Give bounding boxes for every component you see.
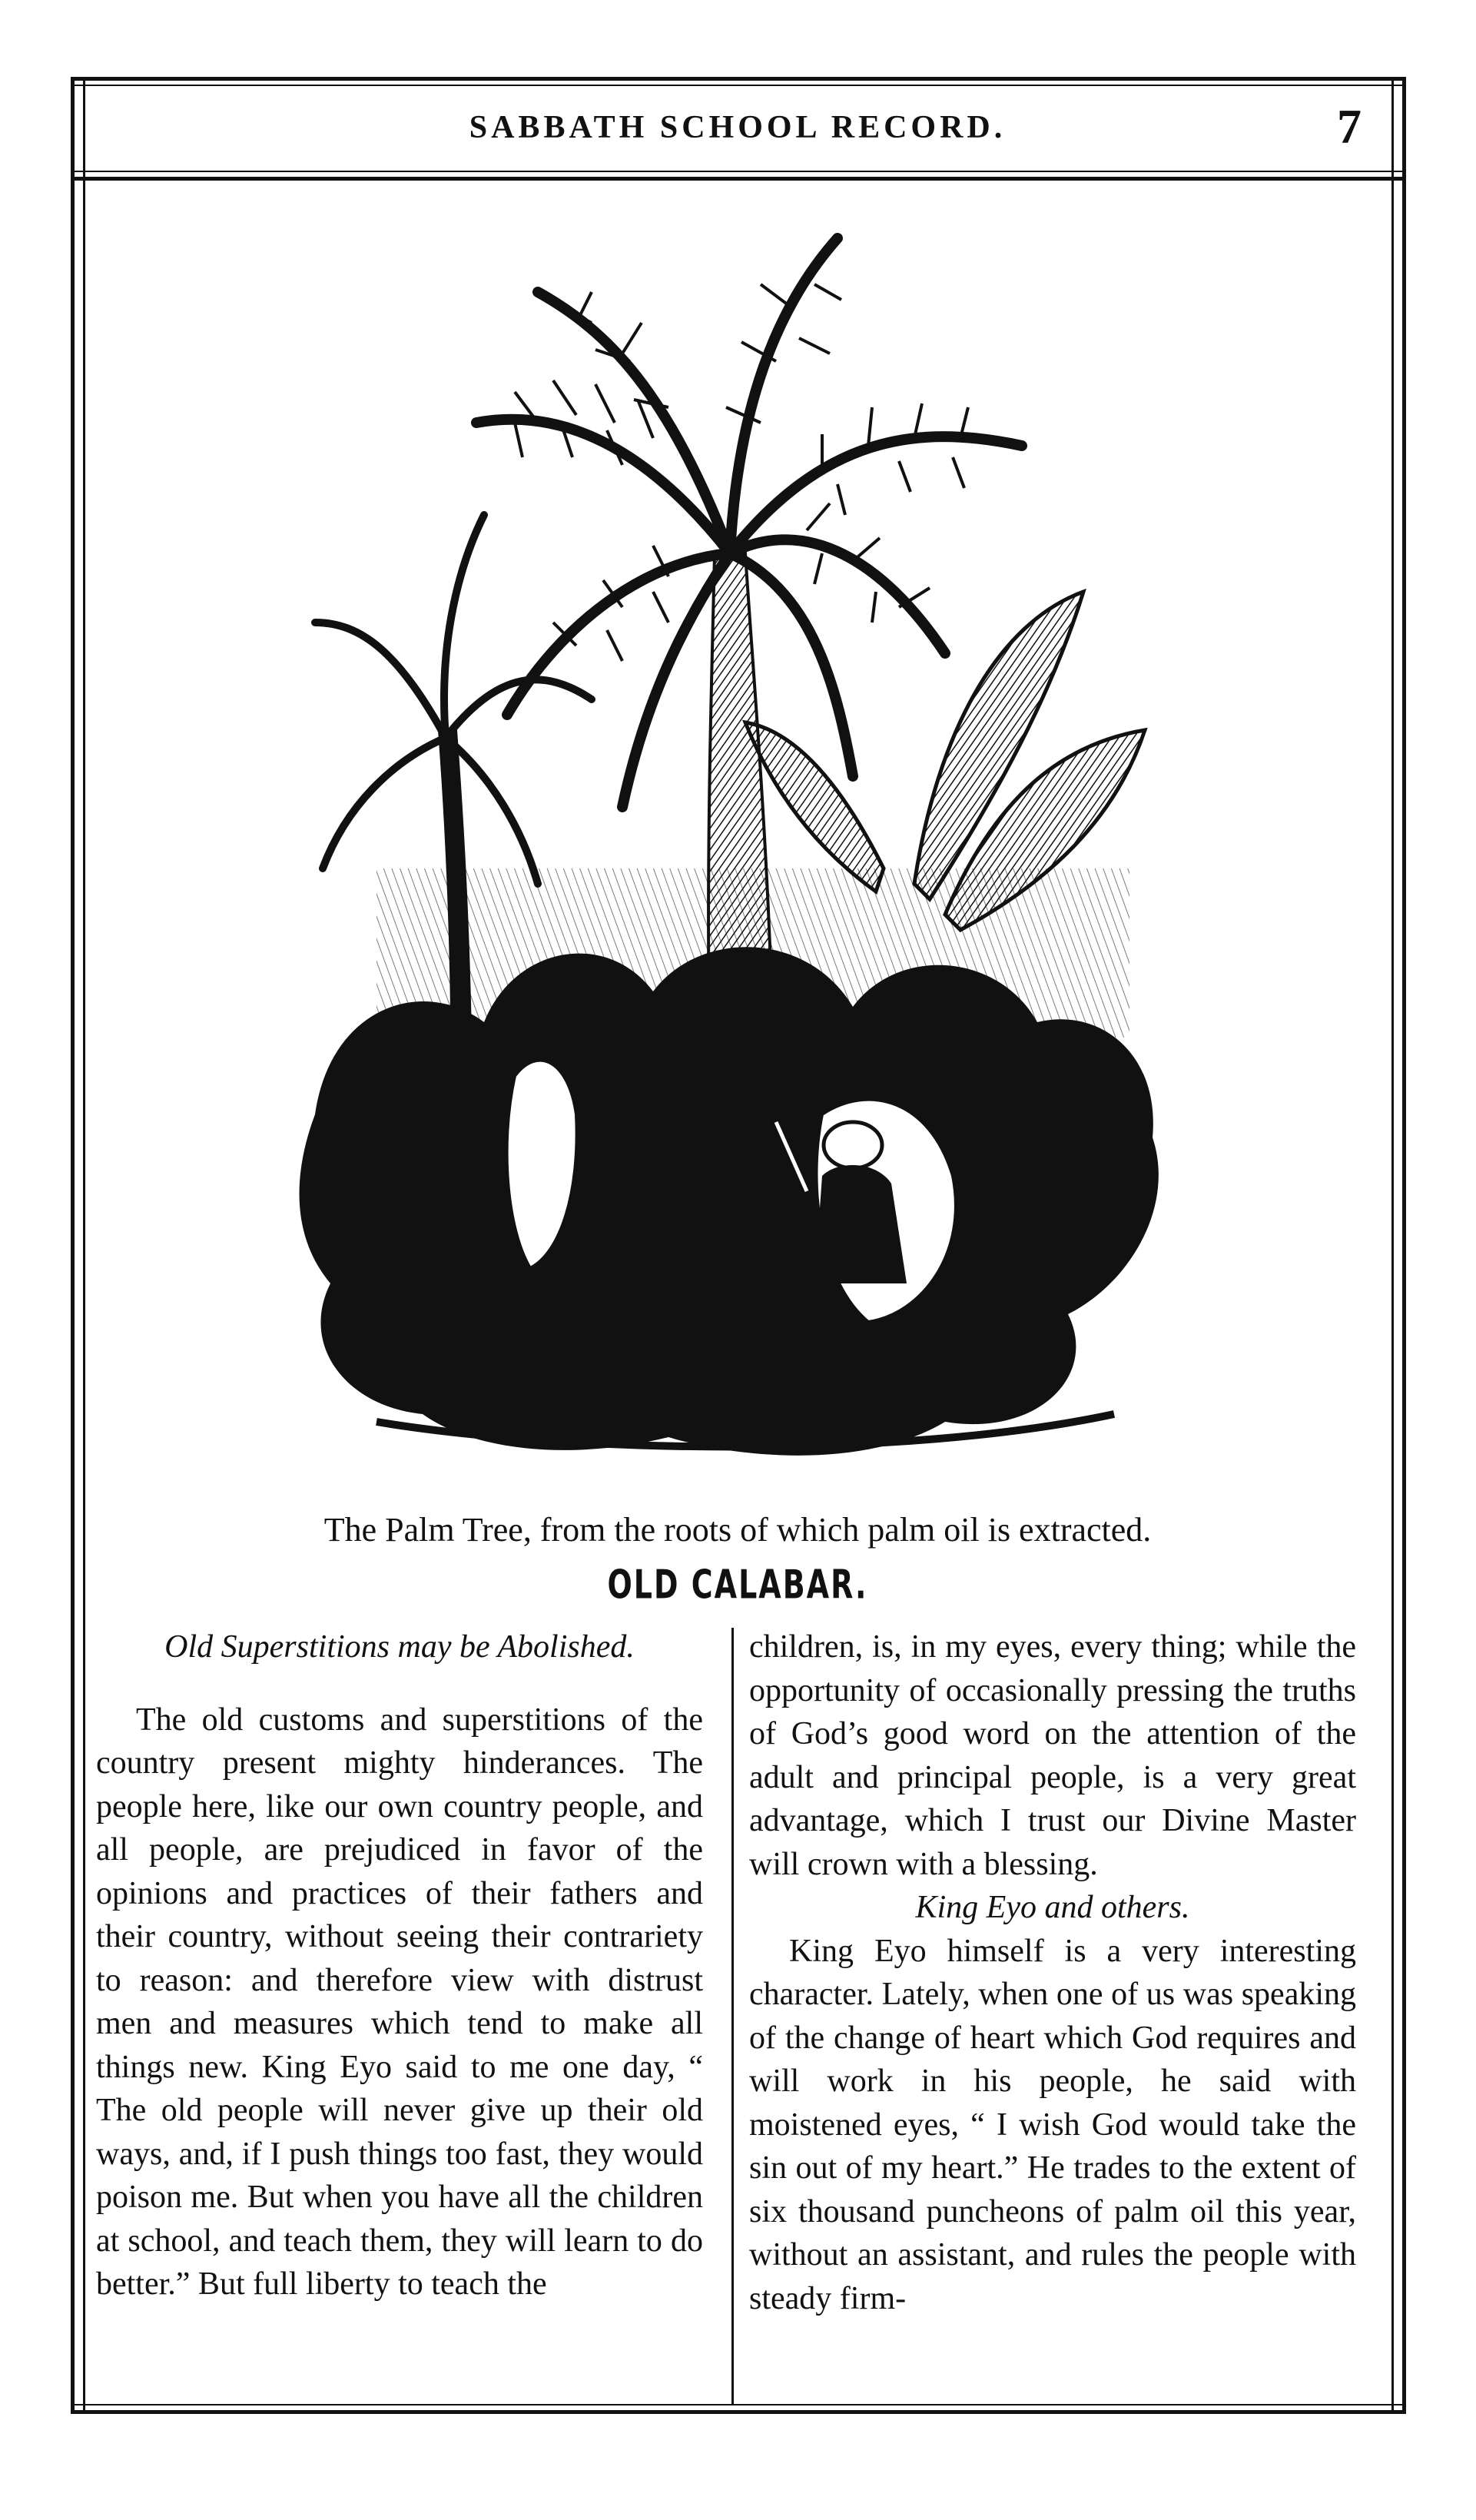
illustration-caption: The Palm Tree, from the roots of which palm oil is extracted. <box>323 1511 1152 1549</box>
column-divider <box>731 1628 734 2404</box>
bottom-rule-thick <box>71 2410 1406 2414</box>
running-title: SABBATH SCHOOL RECORD. <box>469 110 1007 145</box>
palm-tree-illustration <box>284 192 1191 1499</box>
page-number: 7 <box>1337 99 1362 154</box>
left-paragraph: The old customs and superstitions of the country present mighty hinderances. The people here, like our own country people, and all people, are prejudiced in favor of the opinions and practices of their fathers and their country, without seeing their contrariety to reason: and therefore view with distrust men and measures which tend to make all things new. King Eyo said to me one day, “ The old people will never give up their old ways, and, if I push things too fast, they would poison me. But when you have all the children at school, and teach them, they will learn to do better.” But full liberty to teach the <box>96 1702 703 2302</box>
running-head <box>92 98 1383 160</box>
top-rule-thick <box>71 77 1406 81</box>
right-paragraph: King Eyo himself is a very interesting character. Lately, when one of us was speaking of the change of heart which God requires and will work in his people, he said with moistened eyes, “ I wish God would take the sin out of my heart.” He trades to the extent of six thousand puncheons of palm oil this year, without an assistant, and rules the people with steady firm- <box>749 1933 1356 2316</box>
left-subhead: Old Superstitions may be Abolished. <box>164 1629 635 1665</box>
right-continuation: children, is, in my eyes, every thing; while the opportunity of occasionally pressing the truths of God’s good word on the attention of the adult and principal people, is a very great advantage, which I trust our Divine Master will crown with a blessing. <box>749 1629 1356 1882</box>
right-column <box>749 1625 1356 2320</box>
top-rule-thin <box>71 85 1406 86</box>
right-subhead: King Eyo and others. <box>915 1890 1190 1925</box>
header-rule-thin <box>71 171 1406 172</box>
left-column <box>96 1625 703 2306</box>
header-rule-thick <box>71 177 1406 181</box>
article-title: OLD CALABAR. <box>607 1562 868 1608</box>
bottom-rule-thin <box>71 2404 1406 2405</box>
